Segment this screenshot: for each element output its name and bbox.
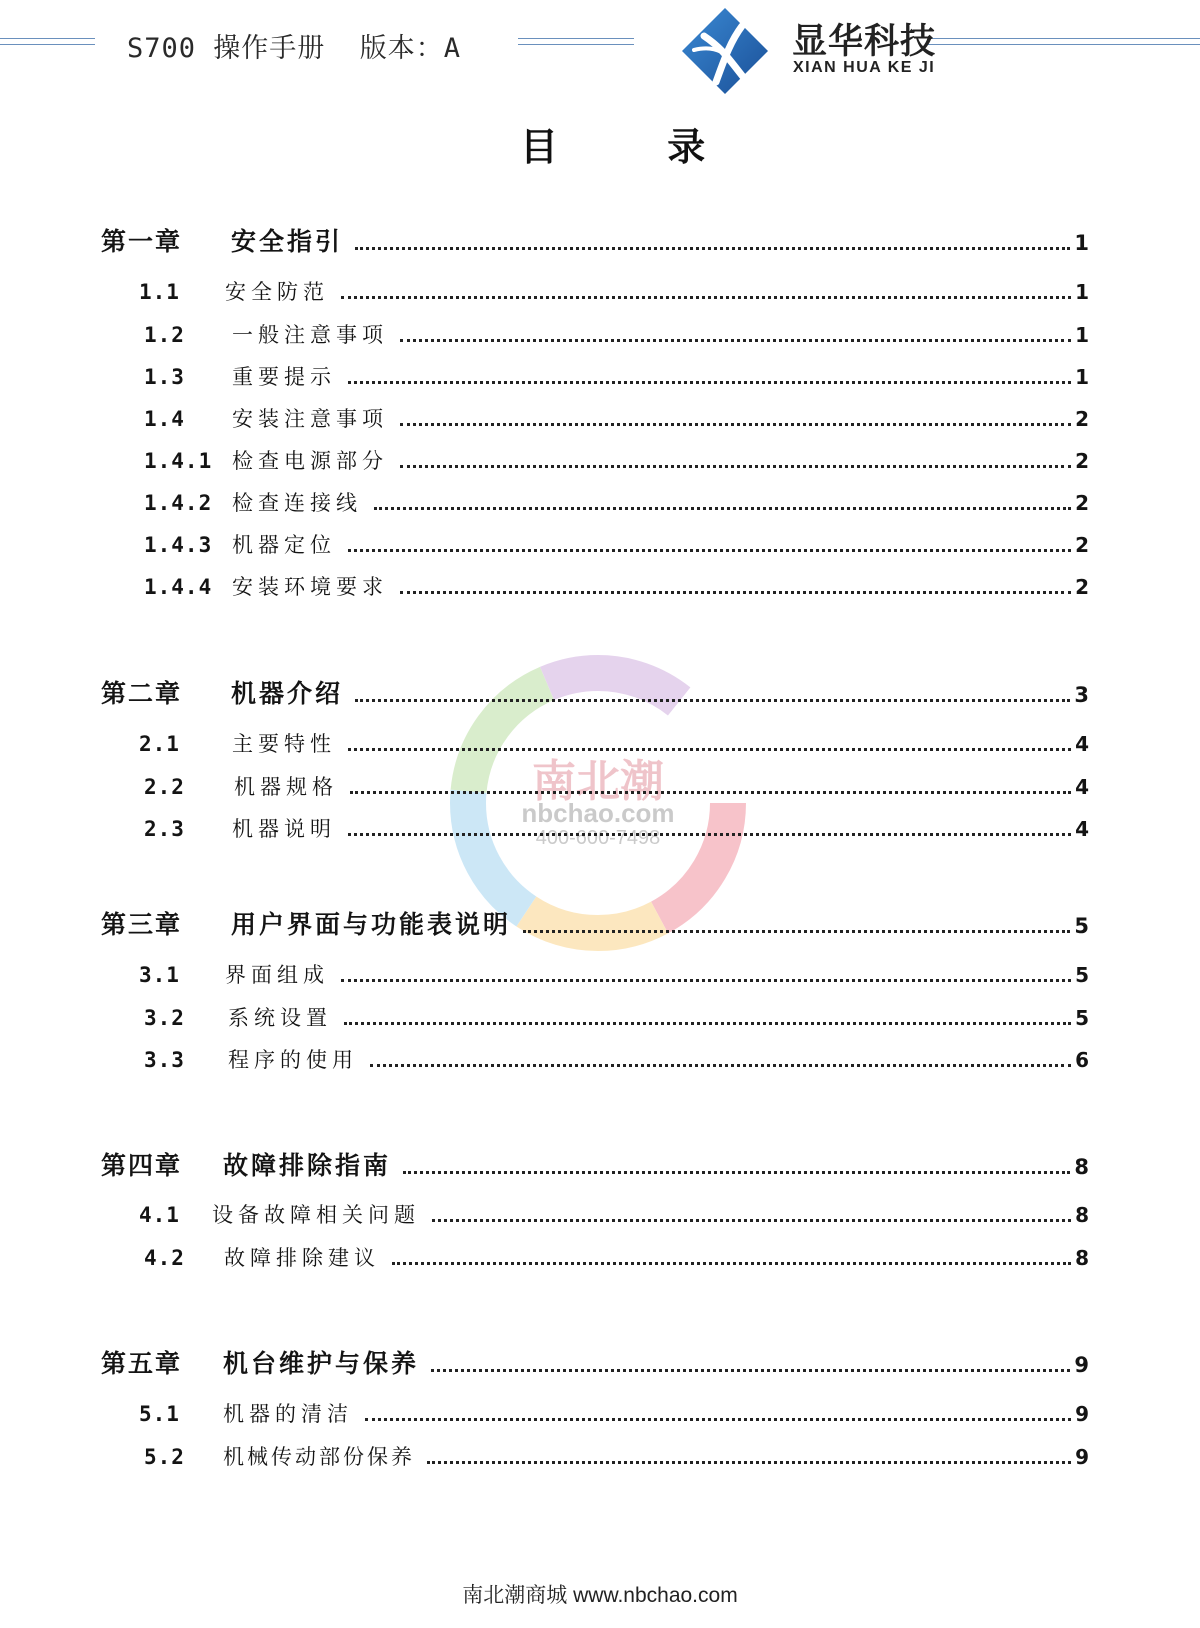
dot-leader: [348, 549, 1071, 552]
toc-chapter-3[interactable]: [101, 905, 1089, 941]
page-number: 8: [1075, 1203, 1089, 1227]
section-number: 1.4.3: [144, 533, 213, 557]
page-number: 4: [1075, 775, 1089, 799]
chapter-title: 机器介绍: [231, 679, 344, 708]
header-rule-middle: [518, 38, 634, 45]
dot-leader: [400, 339, 1071, 342]
toc-section-2-2[interactable]: [144, 771, 1089, 801]
toc-section-1-4-2[interactable]: [144, 487, 1089, 517]
dot-leader: [400, 423, 1071, 426]
toc-chapter-5[interactable]: [101, 1344, 1089, 1380]
section-title: 故障排除建议: [224, 1246, 380, 1270]
dot-leader: [365, 1418, 1071, 1421]
dot-leader: [348, 833, 1071, 836]
watermark-name: 南北潮: [532, 756, 664, 807]
section-title: 机器规格: [234, 775, 338, 799]
dot-leader: [427, 1461, 1071, 1464]
toc-section-5-2[interactable]: [144, 1441, 1089, 1471]
section-number: 5.2: [144, 1445, 185, 1469]
toc-section-1-4-4[interactable]: [144, 571, 1089, 601]
toc-section-1-4-1[interactable]: [144, 445, 1089, 475]
section-title: 一般注意事项: [232, 323, 388, 347]
toc-title: 目 录: [520, 125, 754, 169]
toc-section-5-1[interactable]: [139, 1398, 1089, 1428]
section-title: 系统设置: [228, 1006, 332, 1030]
page-number: 3: [1074, 683, 1089, 707]
chapter-title: 机台维护与保养: [223, 1349, 420, 1378]
dot-leader: [341, 296, 1071, 299]
section-title: 主要特性: [232, 732, 336, 756]
section-number: 3.2: [144, 1006, 185, 1030]
dot-leader: [355, 247, 1070, 250]
section-number: 1.4: [144, 407, 185, 431]
page-number: 9: [1074, 1353, 1089, 1377]
section-number: 4.2: [144, 1246, 185, 1270]
section-number: 5.1: [139, 1402, 180, 1426]
dot-leader: [432, 1219, 1071, 1222]
section-number: 1.3: [144, 365, 185, 389]
page-number: 1: [1074, 231, 1089, 255]
chapter-title: 故障排除指南: [223, 1151, 392, 1180]
toc-section-1-4-3[interactable]: [144, 529, 1089, 559]
section-title: 机器说明: [232, 817, 336, 841]
chapter-title: 安全指引: [231, 227, 344, 256]
page-number: 8: [1074, 1155, 1089, 1179]
toc-section-2-3[interactable]: [144, 813, 1089, 843]
chapter-title: 用户界面与功能表说明: [231, 910, 512, 939]
page-number: 5: [1075, 963, 1089, 987]
page-number: 5: [1074, 914, 1089, 938]
page-number: 2: [1075, 449, 1089, 473]
section-title: 安装环境要求: [232, 575, 388, 599]
toc-section-1-2[interactable]: [144, 319, 1089, 349]
doc-header-label: S700 操作手册 版本：A: [127, 33, 462, 64]
dot-leader: [374, 507, 1071, 510]
section-title: 安全防范: [225, 280, 329, 304]
toc-section-3-2[interactable]: [144, 1002, 1089, 1032]
section-number: 2.3: [144, 817, 185, 841]
page-number: 1: [1075, 365, 1089, 389]
section-title: 机器定位: [232, 533, 336, 557]
toc-section-1-1[interactable]: [139, 276, 1089, 306]
dot-leader: [400, 465, 1071, 468]
watermark-domain: nbchao.com: [521, 798, 675, 828]
page-number: 9: [1075, 1402, 1089, 1426]
dot-leader: [348, 748, 1071, 751]
section-title: 重要提示: [232, 365, 336, 389]
page-number: 1: [1075, 280, 1089, 304]
toc-chapter-1[interactable]: [101, 222, 1089, 258]
chapter-number: 第四章: [101, 1151, 183, 1180]
chapter-number: 第一章: [101, 227, 183, 256]
page-number: 6: [1075, 1048, 1089, 1072]
dot-leader: [341, 979, 1071, 982]
toc-section-1-3[interactable]: [144, 361, 1089, 391]
brand-name-en: XIAN HUA KE JI: [793, 59, 936, 76]
section-number: 3.1: [139, 963, 180, 987]
header-rule-left: [0, 38, 95, 45]
section-title: 检查连接线: [232, 491, 362, 515]
section-number: 4.1: [139, 1203, 180, 1227]
page-number: 9: [1075, 1445, 1089, 1469]
page-number: 4: [1075, 732, 1089, 756]
section-title: 设备故障相关问题: [212, 1203, 420, 1227]
section-number: 2.2: [144, 775, 185, 799]
section-number: 1.4.1: [144, 449, 213, 473]
dot-leader: [344, 1022, 1071, 1025]
page-number: 8: [1075, 1246, 1089, 1270]
dot-leader: [348, 381, 1071, 384]
dot-leader: [400, 591, 1071, 594]
section-title: 界面组成: [225, 963, 329, 987]
toc-chapter-4[interactable]: [101, 1146, 1089, 1182]
header-rule-right: [928, 38, 1200, 45]
toc-section-3-3[interactable]: [144, 1044, 1089, 1074]
chapter-number: 第二章: [101, 679, 183, 708]
section-title: 机器的清洁: [223, 1402, 353, 1426]
toc-section-4-2[interactable]: [144, 1242, 1089, 1272]
chapter-number: 第五章: [101, 1349, 183, 1378]
page-number: 2: [1075, 407, 1089, 431]
page-footer: 南北潮商城 www.nbchao.com: [462, 1584, 738, 1607]
section-number: 1.1: [139, 280, 180, 304]
section-number: 2.1: [139, 732, 180, 756]
dot-leader: [523, 930, 1070, 933]
page-number: 5: [1075, 1006, 1089, 1030]
section-title: 安装注意事项: [232, 407, 388, 431]
page-number: 2: [1075, 491, 1089, 515]
toc-section-3-1[interactable]: [139, 959, 1089, 989]
dot-leader: [370, 1064, 1071, 1067]
brand-name: 显华科技: [792, 22, 937, 62]
section-title: 检查电源部分: [232, 449, 388, 473]
company-logo: [680, 6, 776, 96]
toc-section-4-1[interactable]: [139, 1199, 1089, 1229]
page-number: 2: [1075, 533, 1089, 557]
section-title: 程序的使用: [228, 1048, 358, 1072]
chapter-number: 第三章: [101, 910, 183, 939]
section-title: 机械传动部份保养: [223, 1445, 415, 1469]
toc-section-1-4[interactable]: [144, 403, 1089, 433]
toc-chapter-2[interactable]: [101, 674, 1089, 710]
dot-leader: [350, 791, 1071, 794]
section-number: 1.4.4: [144, 575, 213, 599]
section-number: 1.2: [144, 323, 185, 347]
section-number: 3.3: [144, 1048, 185, 1072]
page-number: 4: [1075, 817, 1089, 841]
dot-leader: [392, 1262, 1071, 1265]
page-number: 1: [1075, 323, 1089, 347]
dot-leader: [355, 699, 1070, 702]
watermark-phone: 400-600-7498: [535, 827, 661, 849]
dot-leader: [431, 1369, 1070, 1372]
section-number: 1.4.2: [144, 491, 213, 515]
dot-leader: [403, 1171, 1070, 1174]
toc-section-2-1[interactable]: [139, 728, 1089, 758]
page-number: 2: [1075, 575, 1089, 599]
